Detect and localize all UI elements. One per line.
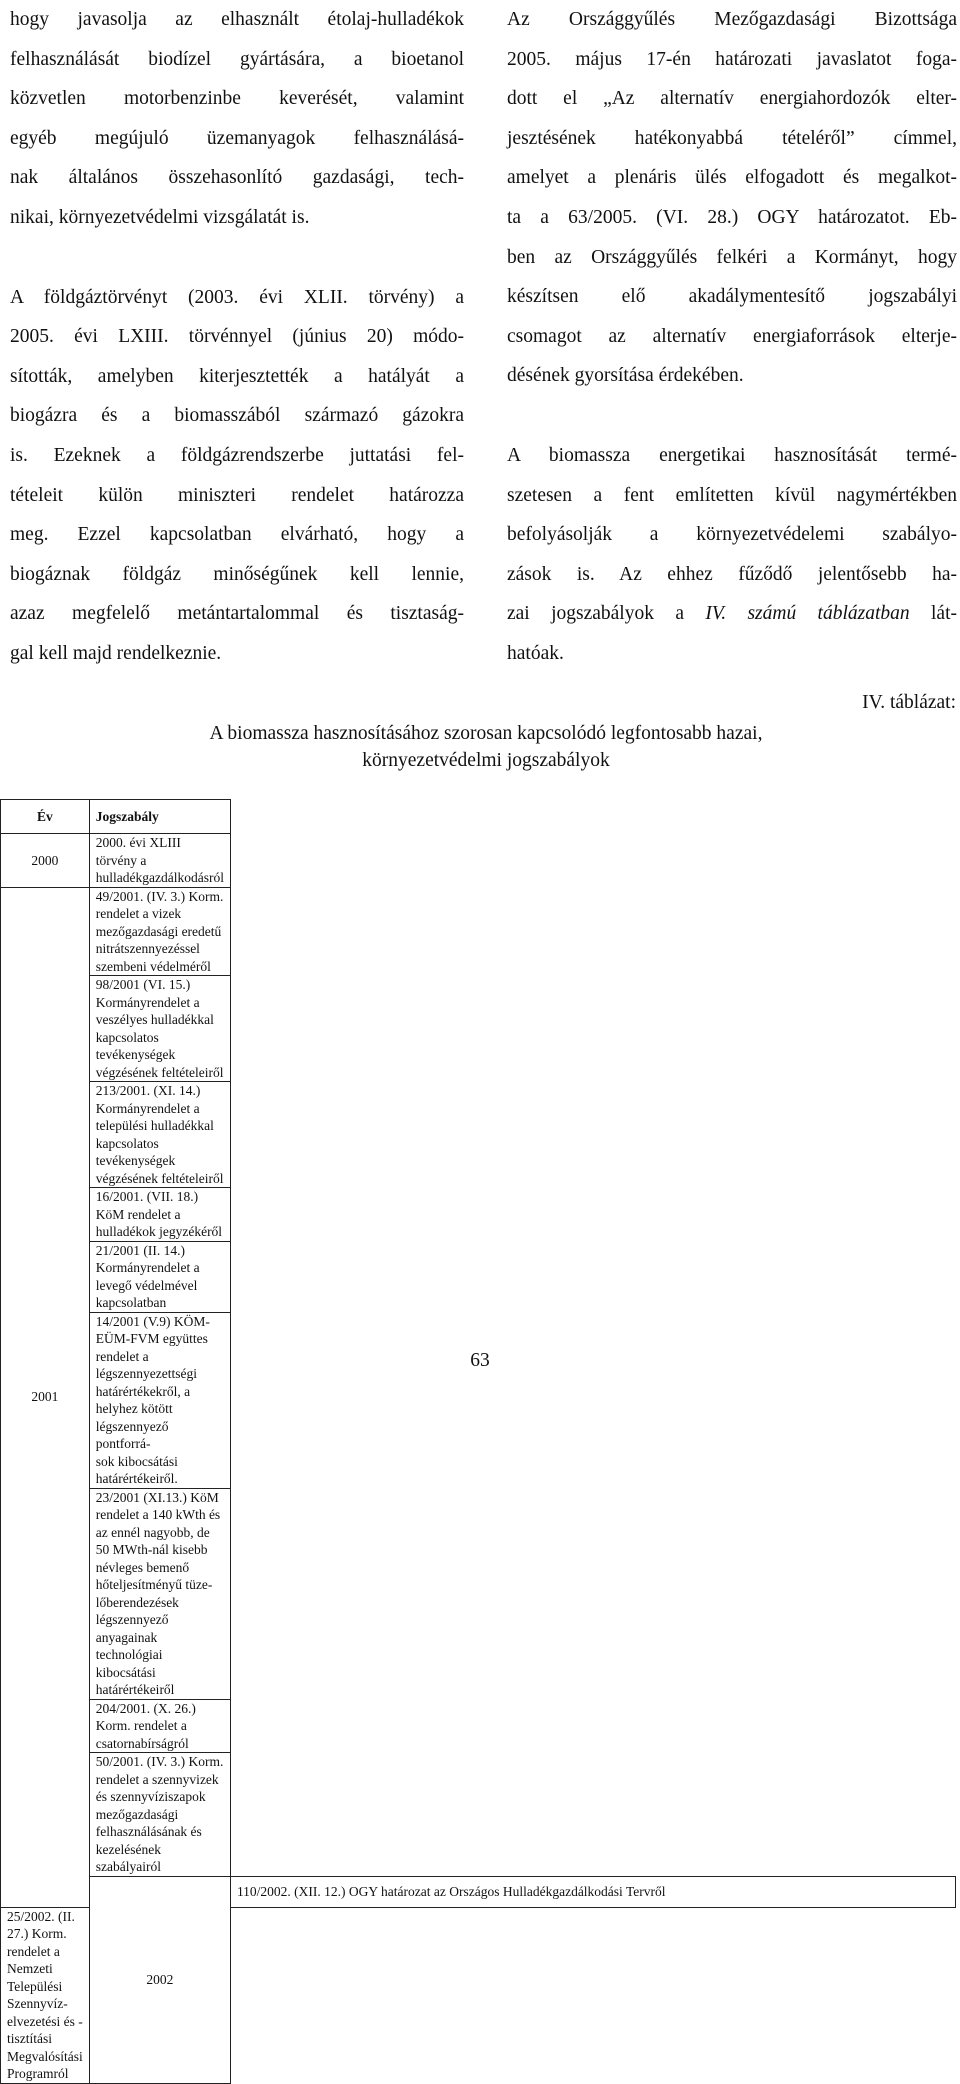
text-line: csomagot az alternatív energiaforrások elterje- [507,325,957,347]
law-line: 23/2001 (XI.13.) KöM rendelet a 140 kWth és az ennél nagyobb, de 50 MWth-nál kisebb névleges bemenő hőteljesítményű tüze- [95,1489,221,1592]
year-column-header: Év [1,800,90,834]
table-row [1,1241,956,1312]
text-line: biogázra és a biomasszából származó gázokra [10,405,464,427]
law-cell: 110/2002. (XII. 12.) OGY határozat az Országos Hulladékgazdálkodási Tervről [230,1876,955,1907]
left-column [10,0,464,674]
table-header-row [1,800,956,834]
year-cell: 2001 [1,887,90,1907]
text-line [507,594,957,634]
law-column-header: Jogszabály [89,800,230,834]
text-line: nikai, környezetvédelmi vizsgálatát is. [10,206,310,228]
table-row [1,1188,956,1242]
text-line: zások is. Az ehhez fűződő jelentősebb ha- [507,563,957,585]
law-cell: 213/2001. (XI. 14.) Kormányrendelet a települési hulladékkal kapcsolatos tevékenységek végzésének feltételeiről [89,1082,230,1188]
text-line: közvetlen motorbenzinbe keverését, valamint [10,88,464,110]
text-line: gal kell majd rendelkeznie. [10,642,222,664]
table-row [1,887,956,976]
table-row [1,834,956,888]
text-line: készítsen elő akadálymentesítő jogszabályi [507,286,957,308]
text-line: azaz megfelelő metántartalommal és tisztaság- [10,603,464,625]
law-cell [89,1312,230,1488]
text-line: Az Országgyűlés Mezőgazdasági Bizottsága [507,9,957,30]
law-cell: 50/2001. (IV. 3.) Korm. rendelet a szennyvizek és szennyvíziszapok mezőgazdasági felhasználásának és kezelésének szabályairól [89,1753,230,1877]
text-line: 2005. május 17-én határozati javaslatot foga- [507,48,957,70]
table-row [1,976,956,1082]
text-fragment: lát- [909,603,957,625]
text-line: jesztésének hatékonyabbá tételéről” címmel, [507,127,957,149]
text-line: amelyet a plenáris ülés elfogadott és megalkot- [507,167,957,189]
law-cell [89,1488,230,1699]
text-line: tételeit külön miniszteri rendelet határozza [10,484,464,506]
left-paragraph-1 [10,0,464,238]
right-column [507,0,957,674]
law-line: sok kibocsátási határértékeiről. [95,1453,178,1486]
text-line: befolyásolják a környezetvédelemi szabályo- [507,524,957,546]
law-line: 14/2001 (V.9) KÖM-EÜM-FVM együttes rendelet a légszennyezettségi határértékekről, a helyhez kötött légszennyező pontforrá- [95,1313,210,1451]
text-fragment: zai jogszabályok a [507,603,706,625]
text-line: szetesen a fent említetten kívül nagymértékben [507,484,957,506]
text-line: ta a 63/2005. (VI. 28.) OGY határozatot. Eb- [507,206,957,228]
text-line: 2005. évi LXIII. törvénnyel (június 20) módo- [10,326,464,348]
text-line: sították, amelyben kiterjesztették a hatályát a [10,365,464,387]
right-paragraph-2 [507,436,957,674]
text-line: dott el „Az alternatív energiahordozók elter- [507,88,957,110]
text-line: hogy javasolja az elhasznált étolaj-hulladékok [10,9,464,30]
table-row [1,1312,956,1488]
regulations-table [0,799,956,2084]
text-line: A biomassza energetikai hasznosítását termé- [507,444,957,466]
page-number: 63 [470,1350,490,1371]
law-cell: 204/2001. (X. 26.) Korm. rendelet a csatornabírságról [89,1699,230,1753]
law-cell: 49/2001. (IV. 3.) Korm. rendelet a vizek mezőgazdasági eredetű nitrátszennyezéssel szembeni védelméről [89,887,230,976]
law-cell: 2000. évi XLIII törvény a hulladékgazdálkodásról [89,834,230,888]
year-cell: 2000 [1,834,90,888]
text-line: A földgáztörvényt (2003. évi XLII. törvény) a [10,286,464,308]
table-title-line: A biomassza hasznosításához szorosan kapcsolódó legfontosabb hazai, [209,723,763,744]
table-row [1,1699,956,1753]
table-row [1,1876,956,1907]
text-line: désének gyorsítása érdekében. [507,365,744,387]
text-line: hatóak. [507,642,564,664]
text-line: meg. Ezzel kapcsolatban elvárható, hogy a [10,524,464,546]
table-reference: IV. számú táblázatban [705,603,910,625]
left-paragraph-2 [10,278,464,674]
text-line: ben az Országgyűlés felkéri a Kormányt, hogy [507,246,957,268]
table-title [0,720,960,774]
text-line: egyéb megújuló üzemanyagok felhasználásá- [10,127,464,149]
text-line: nak általános összehasonlító gazdasági, tech- [10,167,464,189]
table-title-line: környezetvédelmi jogszabályok [362,750,610,771]
text-line: felhasználását biodízel gyártására, a bioetanol [10,48,464,70]
law-cell: 98/2001 (VI. 15.) Kormányrendelet a veszélyes hulladékkal kapcsolatos tevékenységek végzésének feltételeiről [89,976,230,1082]
table-row [1,1082,956,1188]
text-line: is. Ezeknek a földgázrendszerbe juttatási fel- [10,444,464,466]
law-cell: 25/2002. (II. 27.) Korm. rendelet a Nemzeti Települési Szennyvíz-elvezetési és -tisztítási Megvalósítási Programról [1,1907,90,2083]
table-row [1,1753,956,1877]
table-row [1,1488,956,1699]
law-cell: 21/2001 (II. 14.) Kormányrendelet a levegő védelmével kapcsolatban [89,1241,230,1312]
law-cell: 16/2001. (VII. 18.) KöM rendelet a hulladékok jegyzékéről [89,1188,230,1242]
text-line: biogáznak földgáz minőségűnek kell lennie, [10,563,464,585]
law-line: lőberendezések légszennyező anyagainak technológiai kibocsátási határértékeiről [95,1594,179,1697]
year-cell: 2002 [89,1876,230,2083]
table-label: IV. táblázat: [862,692,956,713]
right-paragraph-1 [507,0,957,396]
